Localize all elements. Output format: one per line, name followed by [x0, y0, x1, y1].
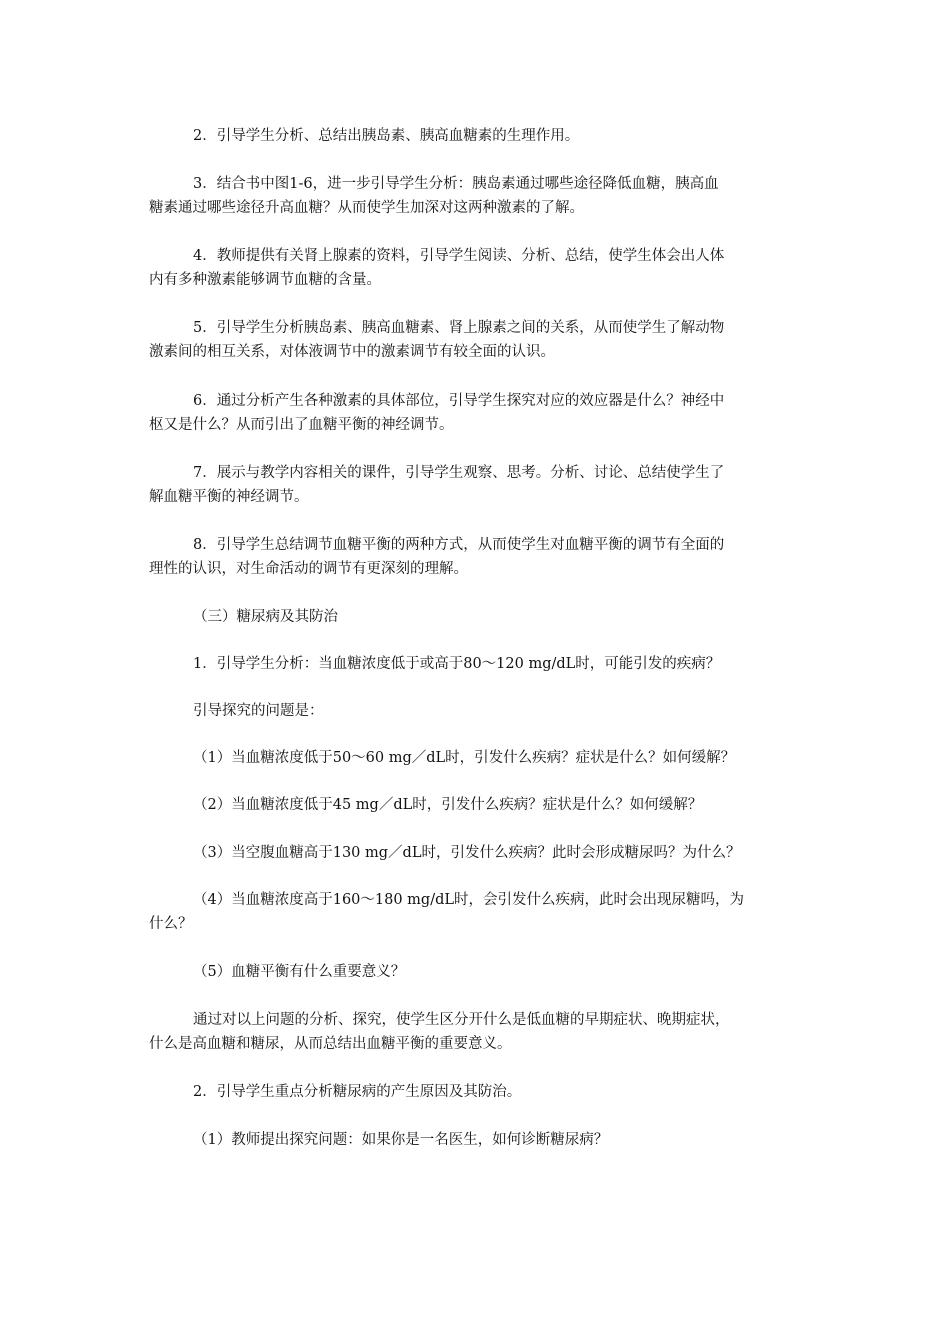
paragraph-line: 2．引导学生分析、总结出胰岛素、胰高血糖素的生理作用。	[193, 128, 580, 144]
section-heading-diabetes	[193, 605, 818, 629]
paragraph-line: 3．结合书中图1-6，进一步引导学生分析：胰岛素通过哪些途径降低血糖，胰高血	[193, 176, 719, 192]
paragraph-line: 5．引导学生分析胰岛素、胰高血糖素、肾上腺素之间的关系，从而使学生了解动物	[193, 320, 725, 336]
paragraph-line: 8．引导学生总结调节血糖平衡的两种方式，从而使学生对血糖平衡的调节有全面的	[193, 537, 725, 553]
paragraph-guiding-questions	[193, 699, 818, 723]
question-2	[193, 793, 818, 817]
paragraph-diagnosis-question	[193, 1128, 818, 1152]
paragraph-adrenaline-materials	[149, 244, 818, 292]
paragraph-line: 4．教师提供有关肾上腺素的资料，引导学生阅读、分析、总结，使学生体会出人体	[193, 248, 725, 264]
paragraph-insulin-glucagon-function	[193, 124, 818, 148]
paragraph-line: 理性的认识，对生命活动的调节有更深刻的理解。	[149, 561, 468, 577]
paragraph-line: 2．引导学生重点分析糖尿病的产生原因及其防治。	[193, 1084, 522, 1100]
paragraph-line: 什么？	[149, 916, 193, 932]
paragraph-line: 什么是高血糖和糖尿，从而总结出血糖平衡的重要意义。	[149, 1036, 512, 1052]
paragraph-line: 解血糖平衡的神经调节。	[149, 489, 309, 505]
question-1	[193, 746, 818, 770]
paragraph-line: 1．引导学生分析：当血糖浓度低于或高于80～120 mg/dL时，可能引发的疾病？	[193, 656, 721, 672]
paragraph-courseware	[149, 461, 818, 509]
paragraph-hormone-relationship	[149, 316, 818, 364]
question-4	[149, 888, 818, 936]
paragraph-analysis-summary	[149, 1008, 818, 1056]
paragraph-line: 激素间的相互关系，对体液调节中的激素调节有较全面的认识。	[149, 344, 555, 360]
paragraph-line: （3）当空腹血糖高于130 mg／dL时，引发什么疾病？此时会形成糖尿吗？为什么？	[193, 845, 741, 861]
paragraph-line: 内有多种激素能够调节血糖的含量。	[149, 272, 381, 288]
paragraph-line: （5）血糖平衡有什么重要意义？	[193, 964, 406, 980]
paragraph-figure-1-6-analysis	[149, 172, 818, 220]
paragraph-line: 枢又是什么？从而引出了血糖平衡的神经调节。	[149, 417, 454, 433]
paragraph-line: 通过对以上问题的分析、探究，使学生区分开什么是低血糖的早期症状、晚期症状，	[193, 1012, 730, 1028]
paragraph-line: （1）教师提出探究问题：如果你是一名医生，如何诊断糖尿病？	[193, 1132, 609, 1148]
paragraph-diabetes-causes	[193, 1080, 818, 1104]
paragraph-line: （4）当血糖浓度高于160～180 mg/dL时，会引发什么疾病，此时会出现尿糖吗，为	[193, 892, 745, 908]
paragraph-line: 6．通过分析产生各种激素的具体部位，引导学生探究对应的效应器是什么？神经中	[193, 393, 725, 409]
paragraph-line: 引导探究的问题是：	[193, 703, 324, 719]
paragraph-two-regulation-methods	[149, 533, 818, 581]
paragraph-blood-sugar-range	[193, 652, 818, 676]
paragraph-line: （1）当血糖浓度低于50～60 mg／dL时，引发什么疾病？症状是什么？如何缓解？	[193, 750, 736, 766]
question-5	[193, 960, 818, 984]
paragraph-effector-analysis	[149, 389, 818, 437]
paragraph-line: （2）当血糖浓度低于45 mg／dL时，引发什么疾病？症状是什么？如何缓解？	[193, 797, 703, 813]
paragraph-line: （三）糖尿病及其防治	[193, 609, 338, 625]
paragraph-line: 糖素通过哪些途径升高血糖？从而使学生加深对这两种激素的了解。	[149, 200, 584, 216]
question-3	[193, 841, 818, 865]
paragraph-line: 7．展示与教学内容相关的课件，引导学生观察、思考。分析、讨论、总结使学生了	[193, 465, 725, 481]
